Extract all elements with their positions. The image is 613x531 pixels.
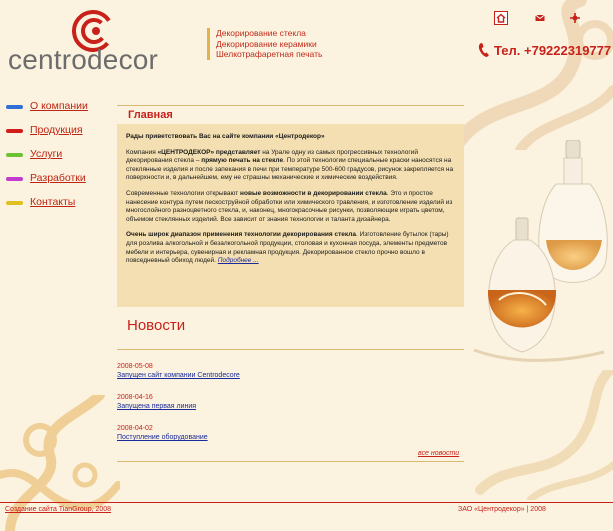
- news-link[interactable]: Запущен сайт компании Centrodecore: [117, 372, 240, 379]
- news-item: [117, 393, 417, 411]
- glass-bottles-image: [454, 140, 613, 370]
- nav-item-products[interactable]: [0, 124, 110, 140]
- nav-item-contacts[interactable]: [0, 196, 110, 212]
- nav-marker-icon: [6, 201, 23, 205]
- nav-marker-icon: [6, 177, 23, 181]
- divider: [117, 461, 464, 462]
- home-icon[interactable]: [494, 11, 508, 25]
- nav-item-developments[interactable]: [0, 172, 110, 188]
- greeting: Рады приветствовать Вас на сайте компании «Центродекор»: [126, 133, 325, 140]
- nav-label[interactable]: Услуги: [30, 148, 63, 160]
- footer-divider: [0, 502, 613, 503]
- nav-item-about[interactable]: [0, 100, 110, 116]
- nav-label[interactable]: Разработки: [30, 172, 86, 184]
- nav-label[interactable]: Контакты: [30, 196, 76, 208]
- intro-panel: [117, 124, 464, 307]
- news-link[interactable]: Запущена первая линия: [117, 403, 197, 410]
- slogan-item: Декорирование керамики: [216, 38, 317, 49]
- ornament-bottom-right: [470, 370, 613, 500]
- slogan-item: Шелкотрафаретная печать: [216, 49, 323, 59]
- logo[interactable]: [8, 10, 198, 80]
- all-news-link[interactable]: все новости: [418, 450, 460, 457]
- phone-icon: [478, 42, 490, 58]
- paragraph: Очень широк диапазон применения технологии декорирования стекла. Изготовление бутылок (тары) для розлива алкогольной и безалкогольной продукции, столовая и кухонная посуда, элементы предметов мебели и интерьера, сувенирная и рекламная продукция. Декорированное стекло прочно вошло в повседневный обиход людей. Подробнее ...: [126, 231, 449, 265]
- nav-label[interactable]: О компании: [30, 100, 88, 112]
- slogan-list: [207, 28, 322, 60]
- top-icon-bar: [494, 11, 584, 25]
- paragraph: Современные технологии открывают новые возможности в декорировании стекла. Это и простое нанесение контура путем пескоструйной обработки или химического травления, и изготовление изделий из многослойного разноцветного стекла, и, наконец, многокрасочные рисунки, позволяющие играть цветом, объемом стеклянных изделий. Все зависит от знания технологии и таланта дизайнера.: [126, 189, 453, 223]
- paragraph: Компания «ЦЕНТРОДЕКОР» представляет на Урале одну из самых прогрессивных технологий декорирования стекла – прямую печать на стекле. По этой технологии специальные краски наносятся на стеклянные изделия и после запекания в печи при температуре 500-600 градусов, рисунок закрепляется на поверхности и, в дальнейшем, ему не страшны механические и химические воздействия.: [126, 148, 454, 182]
- logo-text: centrodecor: [8, 44, 159, 75]
- news-item: [117, 424, 417, 442]
- phone-text: Тел. +79222319777: [494, 43, 612, 58]
- news-link[interactable]: Поступление оборудование: [117, 434, 208, 441]
- nav-label[interactable]: Продукция: [30, 124, 83, 136]
- phone-number: [478, 42, 611, 58]
- more-link[interactable]: Подробнее ...: [217, 257, 259, 265]
- news-item: [117, 362, 417, 380]
- nav-item-services[interactable]: [0, 148, 110, 164]
- divider: [117, 105, 464, 106]
- site-credit-link[interactable]: Создание сайта TianGroup, 2008: [5, 506, 112, 513]
- nav-marker-icon: [6, 153, 23, 157]
- mail-icon[interactable]: [533, 11, 547, 25]
- page-title: Главная: [128, 109, 173, 121]
- news-date: 2008-04-16: [117, 394, 153, 401]
- news-date: 2008-05-08: [117, 363, 153, 370]
- slogan-item: Декорирование стекла: [216, 28, 306, 38]
- news-section-title: Новости: [127, 317, 186, 334]
- nav-marker-icon: [6, 105, 23, 109]
- divider: [117, 349, 464, 350]
- news-date: 2008-04-02: [117, 425, 153, 432]
- nav-marker-icon: [6, 129, 23, 133]
- sitemap-icon[interactable]: [568, 11, 582, 25]
- copyright-text: ЗАО «Центродекор» | 2008: [458, 506, 546, 513]
